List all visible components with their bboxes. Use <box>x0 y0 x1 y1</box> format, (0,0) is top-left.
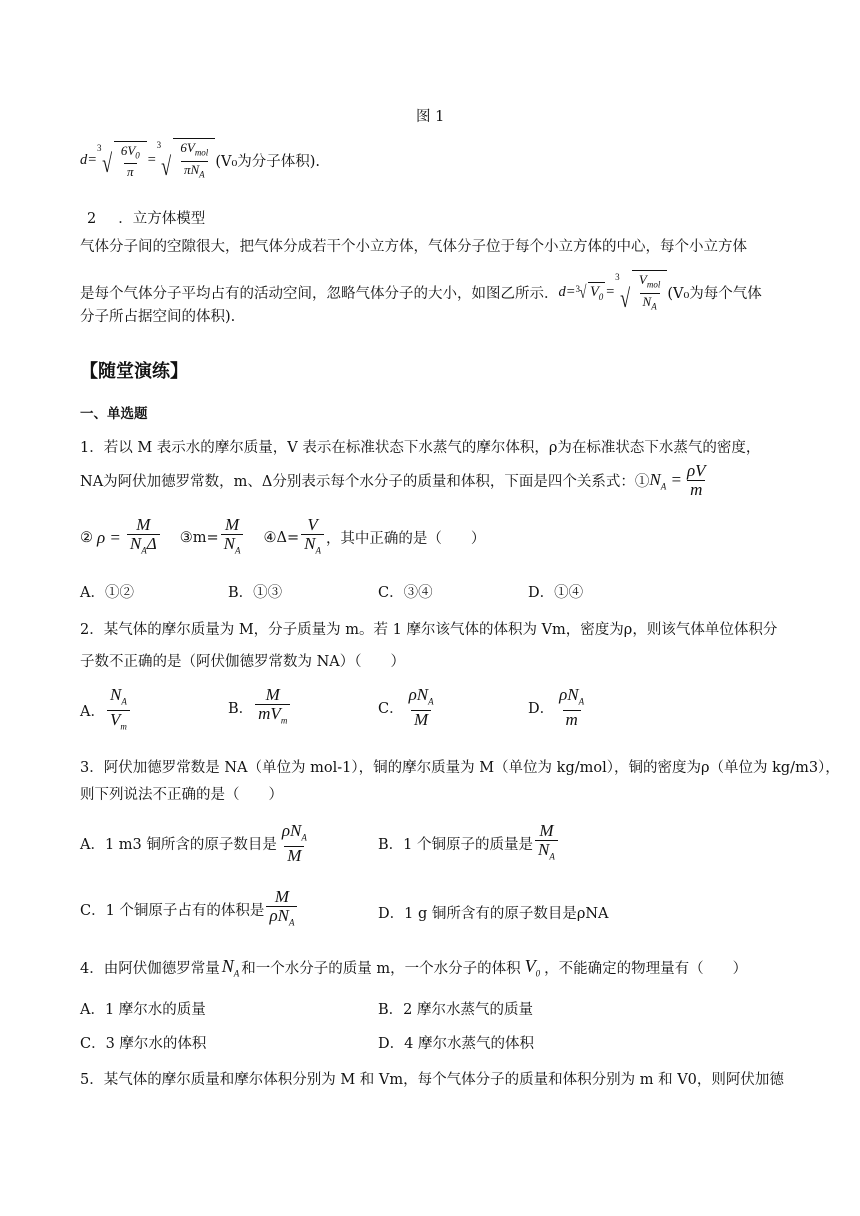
cube-heading: 2 ．立方体模型 <box>87 211 206 227</box>
q1-option-c[interactable]: C．③④ <box>378 585 433 601</box>
q5-line-1: 5．某气体的摩尔质量和摩尔体积分别为 M 和 Vm，每个气体分子的质量和体积分别为 m 和 V0，则阿伏加德 <box>80 1072 784 1088</box>
q2-option-c[interactable]: C． $\frac{\rho N_A}{M}$ <box>378 685 434 730</box>
q2-option-a[interactable]: A． $\frac{N_A}{V_m}$ <box>80 686 132 736</box>
q1-line-3: ② ρ = $\frac{M}{N_A\Delta}$ ③m= $\frac{M}{N_A}$ ④Δ= $\frac{V}{N_A}$ ，其中正确的是（ ） <box>80 516 485 559</box>
q2-line-2: 子数不正确的是（阿伏伽德罗常数为 NA）（ ） <box>80 654 406 670</box>
q2-option-b[interactable]: B． $\frac{M}{mV_m}$ <box>228 686 292 729</box>
q1-line-1: 1．若以 M 表示水的摩尔质量，V 表示在标准状态下水蒸气的摩尔体积，ρ为在标准状态下水蒸气的密度， <box>80 440 761 456</box>
sphere-formula: d= 3 √ $\frac{6V_0}{\pi}$ = 3 √ $\frac{6V_{mol}}{\pi N_A}$ (V₀为分子体积). <box>80 140 321 182</box>
q1-option-d[interactable]: D．①④ <box>528 585 584 601</box>
q1-option-b[interactable]: B．①③ <box>228 585 283 601</box>
q3-line-2: 则下列说法不正确的是（ ） <box>80 787 283 803</box>
q3-option-c[interactable]: C．1 个铜原子占有的体积是 $\frac{M}{\rho N_A}$ <box>80 888 299 931</box>
cube-line-1: 气体分子间的空隙很大，把气体分成若干个小立方体，气体分子位于每个小立方体的中心，每个小立方体 <box>80 239 747 255</box>
q3-option-a[interactable]: A．1 m3 铜所含的原子数目是 $\frac{\rho N_A}{M}$ <box>80 821 307 866</box>
q4-option-a[interactable]: A．1 摩尔水的质量 <box>80 1002 206 1018</box>
q3-option-b[interactable]: B．1 个铜原子的质量是 $\frac{M}{N_A}$ <box>378 822 560 865</box>
q4-option-c[interactable]: C．3 摩尔水的体积 <box>80 1036 207 1052</box>
q1-option-a[interactable]: A．①② <box>80 585 134 601</box>
cube-line-2: 是每个气体分子平均占有的活动空间，忽略气体分子的大小，如图乙所示． d= 3 √ $V_0$ = 3 √ $\frac{V_{mol}}{N_A}$ (V₀为每个气体 <box>80 272 762 314</box>
subsection-title: 一、单选题 <box>80 406 148 422</box>
q4-option-d[interactable]: D．4 摩尔水蒸气的体积 <box>378 1036 534 1052</box>
q4-line-1: 4．由阿伏伽德罗常量 $N_A$ 和一个水分子的质量 m，一个水分子的体积 $V_0$ ，不能确定的物理量有（ ） <box>80 956 748 979</box>
formula-lhs: d= <box>80 151 98 168</box>
section-title: 【随堂演练】 <box>80 361 188 382</box>
q3-option-d[interactable]: D．1 g 铜所含有的原子数目是ρNA <box>378 906 609 922</box>
q1-line-2: NA为阿伏加德罗常数，m、Δ分别表示每个水分子的质量和体积，下面是四个关系式：① $N_A$ = $\frac{\rho V}{m}$ <box>80 461 706 499</box>
q4-option-b[interactable]: B．2 摩尔水蒸气的质量 <box>378 1002 533 1018</box>
cube-root-2: 3 √ $\frac{6V_{mol}}{\pi N_A}$ <box>157 138 216 182</box>
cube-root: 3 √ $\frac{6V_0}{\pi}$ <box>97 141 147 180</box>
figure-caption: 图 1 <box>416 109 445 125</box>
cube-line-3: 分子所占据空间的体积). <box>80 309 236 325</box>
q3-line-1: 3．阿伏加德罗常数是 NA（单位为 mol-1），铜的摩尔质量为 M（单位为 kg/mol），铜的密度为ρ（单位为 kg/m3）， <box>80 760 840 776</box>
formula-note: (V₀为分子体积). <box>215 153 321 170</box>
q2-line-1: 2．某气体的摩尔质量为 M，分子质量为 m。若 1 摩尔该气体的体积为 Vm，密度为ρ，则该气体单位体积分 <box>80 622 778 638</box>
q2-option-d[interactable]: D． $\frac{\rho N_A}{m}$ <box>528 685 585 730</box>
